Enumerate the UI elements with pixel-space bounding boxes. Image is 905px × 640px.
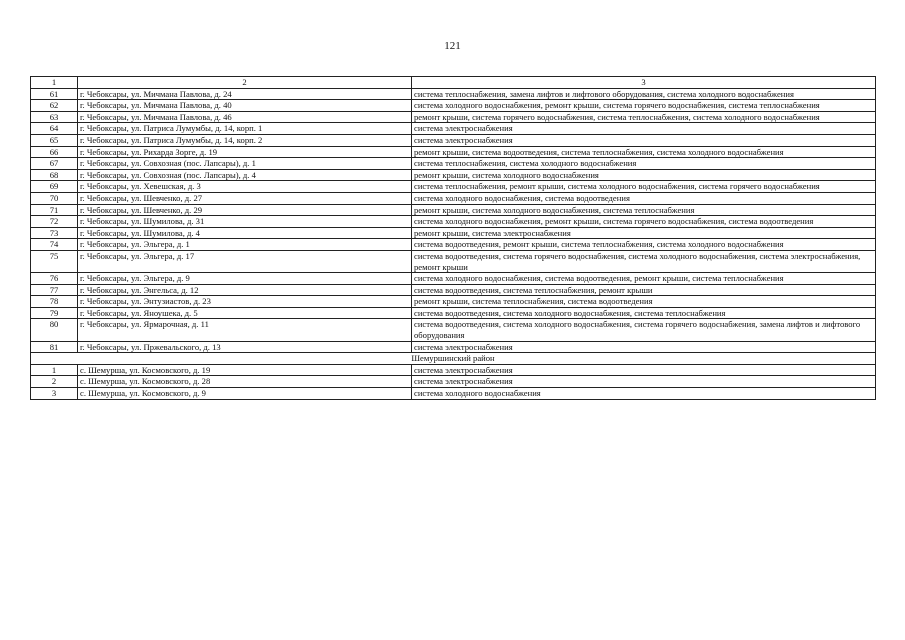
row-works: ремонт крыши, система теплоснабжения, система водоотведения bbox=[412, 296, 876, 308]
row-number: 62 bbox=[31, 100, 78, 112]
row-address: г. Чебоксары, ул. Ярмарочная, д. 11 bbox=[78, 319, 412, 341]
row-works: система теплоснабжения, ремонт крыши, система холодного водоснабжения, система горячего водоснабжения bbox=[412, 181, 876, 193]
row-address: г. Чебоксары, ул. Энтузиастов, д. 23 bbox=[78, 296, 412, 308]
row-works: ремонт крыши, система водоотведения, система теплоснабжения, система холодного водоснабжения bbox=[412, 146, 876, 158]
section-row bbox=[31, 353, 876, 365]
row-number: 65 bbox=[31, 134, 78, 146]
row-number: 3 bbox=[31, 388, 78, 400]
row-address: г. Чебоксары, ул. Эльгера, д. 9 bbox=[78, 273, 412, 285]
row-works: система холодного водоснабжения, ремонт крыши, система горячего водоснабжения, система теплоснабжения bbox=[412, 100, 876, 112]
row-works: система водоотведения, система горячего водоснабжения, система холодного водоснабжения, система электроснабжения, ремонт крыши bbox=[412, 250, 876, 272]
row-number: 81 bbox=[31, 341, 78, 353]
row-number: 71 bbox=[31, 204, 78, 216]
table-row bbox=[31, 181, 876, 193]
row-number: 79 bbox=[31, 307, 78, 319]
row-works: система электроснабжения bbox=[412, 341, 876, 353]
row-works: ремонт крыши, система холодного водоснабжения, система теплоснабжения bbox=[412, 204, 876, 216]
table-row bbox=[31, 250, 876, 272]
row-address: г. Чебоксары, ул. Эльгера, д. 1 bbox=[78, 239, 412, 251]
row-address: с. Шемурша, ул. Космовского, д. 28 bbox=[78, 376, 412, 388]
section-title: Шемуршинский район bbox=[31, 353, 876, 365]
row-works: система водоотведения, ремонт крыши, система теплоснабжения, система холодного водоснабжения bbox=[412, 239, 876, 251]
main-rows bbox=[31, 88, 876, 353]
row-address: г. Чебоксары, ул. Мичмана Павлова, д. 40 bbox=[78, 100, 412, 112]
row-works: система теплоснабжения, замена лифтов и лифтового оборудования, система холодного водоснабжения bbox=[412, 88, 876, 100]
row-number: 1 bbox=[31, 364, 78, 376]
row-works: ремонт крыши, система холодного водоснабжения bbox=[412, 169, 876, 181]
row-number: 69 bbox=[31, 181, 78, 193]
table-row bbox=[31, 146, 876, 158]
table-row bbox=[31, 216, 876, 228]
row-works: система водоотведения, система теплоснабжения, ремонт крыши bbox=[412, 284, 876, 296]
column-number-1: 1 bbox=[31, 77, 78, 89]
table-row bbox=[31, 296, 876, 308]
table-row bbox=[31, 239, 876, 251]
row-works: система водоотведения, система холодного водоснабжения, система горячего водоснабжения, замена лифтов и лифтового оборудования bbox=[412, 319, 876, 341]
row-number: 74 bbox=[31, 239, 78, 251]
row-works: ремонт крыши, система электроснабжения bbox=[412, 227, 876, 239]
row-number: 61 bbox=[31, 88, 78, 100]
column-number-3: 3 bbox=[412, 77, 876, 89]
table-row bbox=[31, 388, 876, 400]
row-number: 72 bbox=[31, 216, 78, 228]
row-number: 75 bbox=[31, 250, 78, 272]
row-address: г. Чебоксары, ул. Яноушека, д. 5 bbox=[78, 307, 412, 319]
row-works: система холодного водоснабжения bbox=[412, 388, 876, 400]
row-number: 64 bbox=[31, 123, 78, 135]
row-address: г. Чебоксары, ул. Патриса Лумумбы, д. 14, корп. 1 bbox=[78, 123, 412, 135]
section-header bbox=[31, 353, 876, 365]
table-row bbox=[31, 134, 876, 146]
page-number: 121 bbox=[444, 40, 461, 52]
row-number: 78 bbox=[31, 296, 78, 308]
row-address: г. Чебоксары, ул. Совхозная (пос. Лапсары), д. 1 bbox=[78, 158, 412, 170]
table-row bbox=[31, 364, 876, 376]
table-row bbox=[31, 376, 876, 388]
row-address: г. Чебоксары, ул. Пржевальского, д. 13 bbox=[78, 341, 412, 353]
table-row bbox=[31, 319, 876, 341]
column-number-row bbox=[31, 77, 876, 89]
row-address: г. Чебоксары, ул. Мичмана Павлова, д. 46 bbox=[78, 111, 412, 123]
table-row bbox=[31, 158, 876, 170]
row-number: 77 bbox=[31, 284, 78, 296]
row-number: 66 bbox=[31, 146, 78, 158]
row-works: система электроснабжения bbox=[412, 123, 876, 135]
table-row bbox=[31, 204, 876, 216]
row-address: г. Чебоксары, ул. Шевченко, д. 29 bbox=[78, 204, 412, 216]
row-address: г. Чебоксары, ул. Совхозная (пос. Лапсары), д. 4 bbox=[78, 169, 412, 181]
row-works: система холодного водоснабжения, система водоотведения bbox=[412, 192, 876, 204]
table-row bbox=[31, 284, 876, 296]
row-address: г. Чебоксары, ул. Эльгера, д. 17 bbox=[78, 250, 412, 272]
row-address: г. Чебоксары, ул. Шумилова, д. 4 bbox=[78, 227, 412, 239]
row-address: с. Шемурша, ул. Космовского, д. 19 bbox=[78, 364, 412, 376]
register-table bbox=[30, 76, 876, 400]
row-works: ремонт крыши, система горячего водоснабжения, система теплоснабжения, система холодного водоснабжения bbox=[412, 111, 876, 123]
row-number: 76 bbox=[31, 273, 78, 285]
table-row bbox=[31, 123, 876, 135]
table-row bbox=[31, 341, 876, 353]
section-rows bbox=[31, 364, 876, 399]
row-number: 80 bbox=[31, 319, 78, 341]
table-row bbox=[31, 169, 876, 181]
row-address: г. Чебоксары, ул. Рихарда Зорге, д. 19 bbox=[78, 146, 412, 158]
row-works: система холодного водоснабжения, система водоотведения, ремонт крыши, система теплоснабжения bbox=[412, 273, 876, 285]
table-row bbox=[31, 307, 876, 319]
row-address: г. Чебоксары, ул. Хевешская, д. 3 bbox=[78, 181, 412, 193]
row-works: система водоотведения, система холодного водоснабжения, система теплоснабжения bbox=[412, 307, 876, 319]
table-row bbox=[31, 88, 876, 100]
row-number: 63 bbox=[31, 111, 78, 123]
row-number: 70 bbox=[31, 192, 78, 204]
row-works: система холодного водоснабжения, ремонт крыши, система горячего водоснабжения, система водоотведения bbox=[412, 216, 876, 228]
table-row bbox=[31, 273, 876, 285]
row-address: г. Чебоксары, ул. Шумилова, д. 31 bbox=[78, 216, 412, 228]
table-row bbox=[31, 111, 876, 123]
row-address: г. Чебоксары, ул. Энгельса, д. 12 bbox=[78, 284, 412, 296]
table-row bbox=[31, 192, 876, 204]
row-number: 68 bbox=[31, 169, 78, 181]
column-number-2: 2 bbox=[78, 77, 412, 89]
row-address: г. Чебоксары, ул. Шевченко, д. 27 bbox=[78, 192, 412, 204]
row-works: система электроснабжения bbox=[412, 376, 876, 388]
row-number: 67 bbox=[31, 158, 78, 170]
row-address: с. Шемурша, ул. Космовского, д. 9 bbox=[78, 388, 412, 400]
row-works: система теплоснабжения, система холодного водоснабжения bbox=[412, 158, 876, 170]
row-works: система электроснабжения bbox=[412, 134, 876, 146]
row-number: 73 bbox=[31, 227, 78, 239]
table-row bbox=[31, 100, 876, 112]
row-number: 2 bbox=[31, 376, 78, 388]
row-works: система электроснабжения bbox=[412, 364, 876, 376]
row-address: г. Чебоксары, ул. Патриса Лумумбы, д. 14, корп. 2 bbox=[78, 134, 412, 146]
table-row bbox=[31, 227, 876, 239]
row-address: г. Чебоксары, ул. Мичмана Павлова, д. 24 bbox=[78, 88, 412, 100]
